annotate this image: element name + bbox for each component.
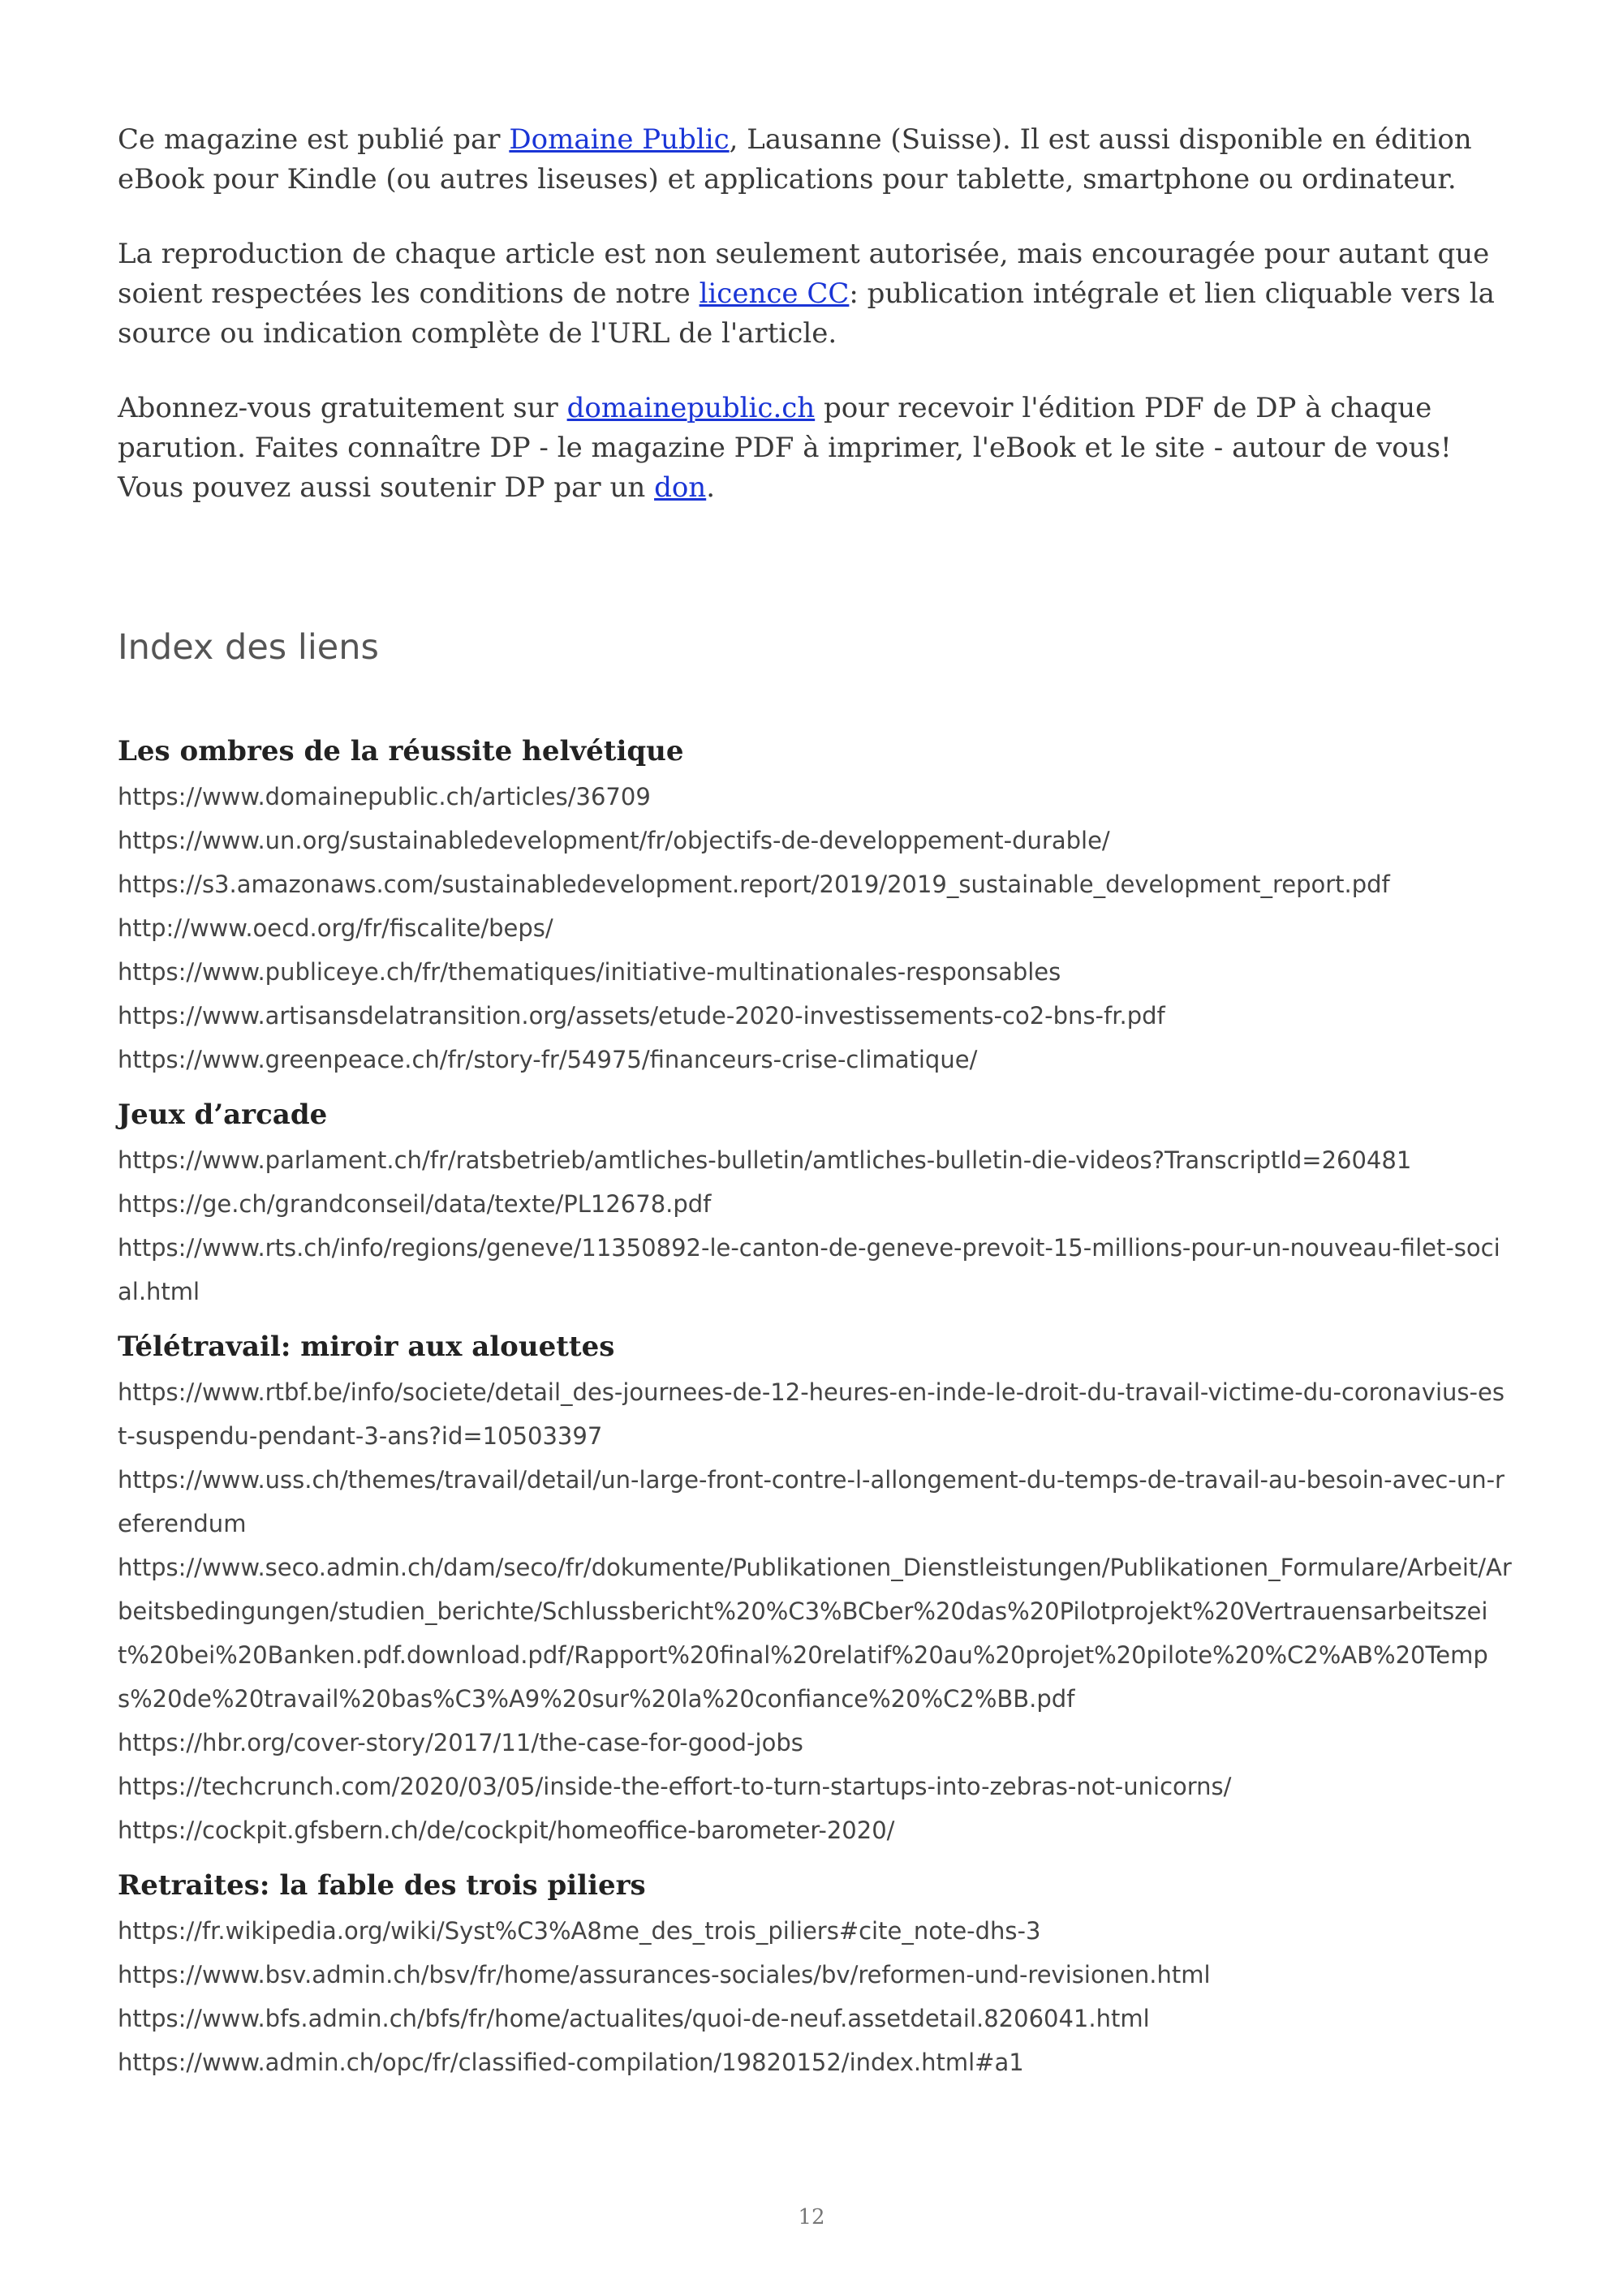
link-section — [118, 1867, 1513, 2084]
link-url[interactable]: https://s3.amazonaws.com/sustainabledevelopment.report/2019/2019_sustainable_development_report.pdf — [118, 871, 1390, 898]
licence-cc-link[interactable]: licence CC — [699, 277, 850, 310]
section-title: Jeux d’arcade — [118, 1099, 328, 1131]
link-url[interactable]: https://www.uss.ch/themes/travail/detail/un-large-front-contre-l-allongement-du-temps-de-travail-au-besoin-avec-un-referendum — [118, 1466, 1505, 1537]
link-index — [118, 733, 1513, 2084]
link-url[interactable]: https://fr.wikipedia.org/wiki/Syst%C3%A8me_des_trois_piliers#cite_note-dhs-3 — [118, 1917, 1041, 1945]
section-title: Télétravail: miroir aux alouettes — [118, 1331, 615, 1363]
link-url[interactable]: https://www.rts.ch/info/regions/geneve/11350892-le-canton-de-geneve-prevoit-15-millions-pour-un-nouveau-filet-social.html — [118, 1234, 1500, 1305]
link-url[interactable]: https://www.bfs.admin.ch/bfs/fr/home/actualites/quoi-de-neuf.assetdetail.8206041.html — [118, 2005, 1150, 2032]
link-url[interactable]: https://www.admin.ch/opc/fr/classified-compilation/19820152/index.html#a1 — [118, 2049, 1024, 2076]
intro-paragraph-subscribe: Abonnez-vous gratuitement sur domainepublic.ch pour recevoir l'édition PDF de DP à chaque parution. Faites connaître DP - le magazine PDF à imprimer, l'eBook et le site - autour de vous! Vous pouvez aussi soutenir DP par un don. — [118, 392, 1452, 504]
domainepublic-link[interactable]: domainepublic.ch — [566, 392, 816, 424]
link-url[interactable]: https://www.parlament.ch/fr/ratsbetrieb/amtliches-bulletin/amtliches-bulletin-die-videos?TranscriptId=260481 — [118, 1146, 1412, 1174]
link-section — [118, 733, 1513, 1081]
index-title: Index des liens — [118, 627, 379, 668]
link-url[interactable]: https://www.greenpeace.ch/fr/story-fr/54975/financeurs-crise-climatique/ — [118, 1046, 978, 1073]
link-url[interactable]: https://cockpit.gfsbern.ch/de/cockpit/homeoffice-barometer-2020/ — [118, 1817, 895, 1844]
link-url[interactable]: https://www.publiceye.ch/fr/thematiques/initiative-multinationales-responsables — [118, 958, 1061, 986]
link-url[interactable]: https://www.rtbf.be/info/societe/detail_des-journees-de-12-heures-en-inde-le-droit-du-travail-victime-du-coronavius-est-suspendu-pendant-3-ans?id=10503397 — [118, 1378, 1505, 1450]
don-link[interactable]: don — [654, 471, 707, 504]
link-url[interactable]: https://techcrunch.com/2020/03/05/inside-the-effort-to-turn-startups-into-zebras-not-unicorns/ — [118, 1773, 1232, 1800]
section-title: Retraites: la fable des trois piliers — [118, 1869, 646, 1902]
intro-paragraph-license: La reproduction de chaque article est non seulement autorisée, mais encouragée pour autant que soient respectées les conditions de notre licence CC: publication intégrale et lien cliquable vers la source ou indication complète de l'URL de l'article. — [118, 238, 1495, 350]
link-url[interactable]: https://www.seco.admin.ch/dam/seco/fr/dokumente/Publikationen_Dienstleistungen/Publikationen_Formulare/Arbeit/Arbeitsbedingungen/studien_berichte/Schlussbericht%20%C3%BCber%20das%20Pilotprojekt%20Vertrauensarbeitszeit%20bei%20Banken.pdf.download.pdf/Rapport%20final%20relatif%20au%20projet%20pilote%20%C2%AB%20Temps%20de%20travail%20bas%C3%A9%20sur%20la%20confiance%20%C2%BB.pdf — [118, 1554, 1512, 1713]
intro-paragraph-publisher: Ce magazine est publié par Domaine Public, Lausanne (Suisse). Il est aussi disponible en édition eBook pour Kindle (ou autres liseuses) et applications pour tablette, smartphone ou ordinateur. — [118, 123, 1472, 196]
domaine-public-link[interactable]: Domaine Public — [509, 123, 730, 156]
link-url[interactable]: https://www.artisansdelatransition.org/assets/etude-2020-investissements-co2-bns-fr.pdf — [118, 1002, 1165, 1030]
link-url[interactable]: https://www.un.org/sustainabledevelopment/fr/objectifs-de-developpement-durable/ — [118, 827, 1110, 854]
page-content — [118, 120, 1513, 2099]
link-section — [118, 1096, 1513, 1314]
link-url[interactable]: https://ge.ch/grandconseil/data/texte/PL12678.pdf — [118, 1190, 712, 1218]
page-number: 12 — [798, 2205, 825, 2229]
section-title: Les ombres de la réussite helvétique — [118, 735, 684, 767]
link-url[interactable]: https://www.bsv.admin.ch/bsv/fr/home/assurances-sociales/bv/reformen-und-revisionen.html — [118, 1961, 1211, 1989]
link-url[interactable]: https://hbr.org/cover-story/2017/11/the-case-for-good-jobs — [118, 1729, 803, 1756]
link-url[interactable]: http://www.oecd.org/fr/fiscalite/beps/ — [118, 914, 553, 942]
intro — [118, 120, 1513, 508]
link-url[interactable]: https://www.domainepublic.ch/articles/36709 — [118, 783, 651, 810]
link-section — [118, 1328, 1513, 1852]
